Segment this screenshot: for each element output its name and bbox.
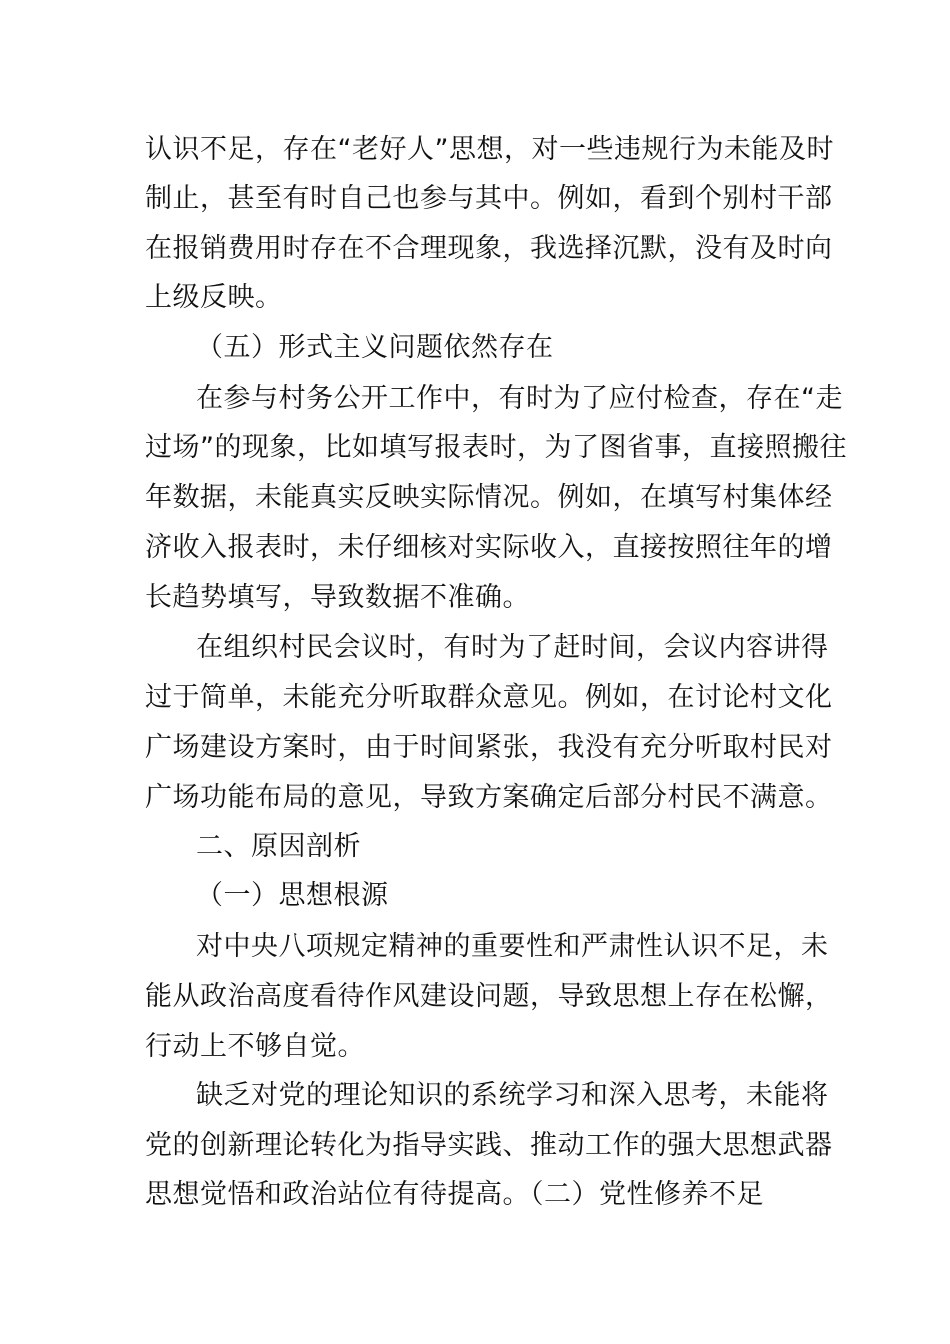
text-line: 在参与村务公开工作中，有时为了应付检查，存在“走 [196, 383, 843, 414]
section-heading-1: （一）思想根源 [196, 880, 389, 911]
text-line: 党的创新理论转化为指导实践、推动工作的强大思想武器 [145, 1130, 833, 1161]
section-heading-5: （五）形式主义问题依然存在 [196, 332, 554, 363]
text-line: 能从政治高度看待作风建设问题，导致思想上存在松懈， [145, 981, 833, 1012]
text-line: 长趋势填写，导致数据不准确。 [145, 582, 530, 613]
text-line: 对中央八项规定精神的重要性和严肃性认识不足，未 [196, 931, 829, 962]
text-line: 缺乏对党的理论知识的系统学习和深入思考，未能将 [196, 1080, 829, 1111]
text-line: 上级反映。 [145, 282, 283, 313]
text-line: 思想觉悟和政治站位有待提高。（二）党性修养不足 [145, 1179, 764, 1210]
text-line: 在组织村民会议时，有时为了赶时间，会议内容讲得 [196, 632, 829, 663]
text-line: 广场建设方案时，由于时间紧张，我没有充分听取村民对 [145, 732, 833, 763]
text-line: 行动上不够自觉。 [145, 1031, 365, 1062]
text-line: 年数据，未能真实反映实际情况。例如，在填写村集体经 [145, 482, 833, 513]
text-line: 济收入报表时，未仔细核对实际收入，直接按照往年的增 [145, 532, 833, 563]
text-line: 制止，甚至有时自己也参与其中。例如，看到个别村干部 [145, 183, 833, 214]
text-line: 广场功能布局的意见，导致方案确定后部分村民不满意。 [145, 782, 833, 813]
text-line: 过场”的现象，比如填写报表时，为了图省事，直接照搬往 [145, 432, 847, 463]
text-line: 过于简单，未能充分听取群众意见。例如，在讨论村文化 [145, 682, 833, 713]
text-line: 在报销费用时存在不合理现象，我选择沉默，没有及时向 [145, 233, 833, 264]
text-line: 认识不足，存在“老好人”思想，对一些违规行为未能及时 [145, 134, 834, 165]
chapter-heading-2: 二、原因剖析 [196, 831, 361, 862]
